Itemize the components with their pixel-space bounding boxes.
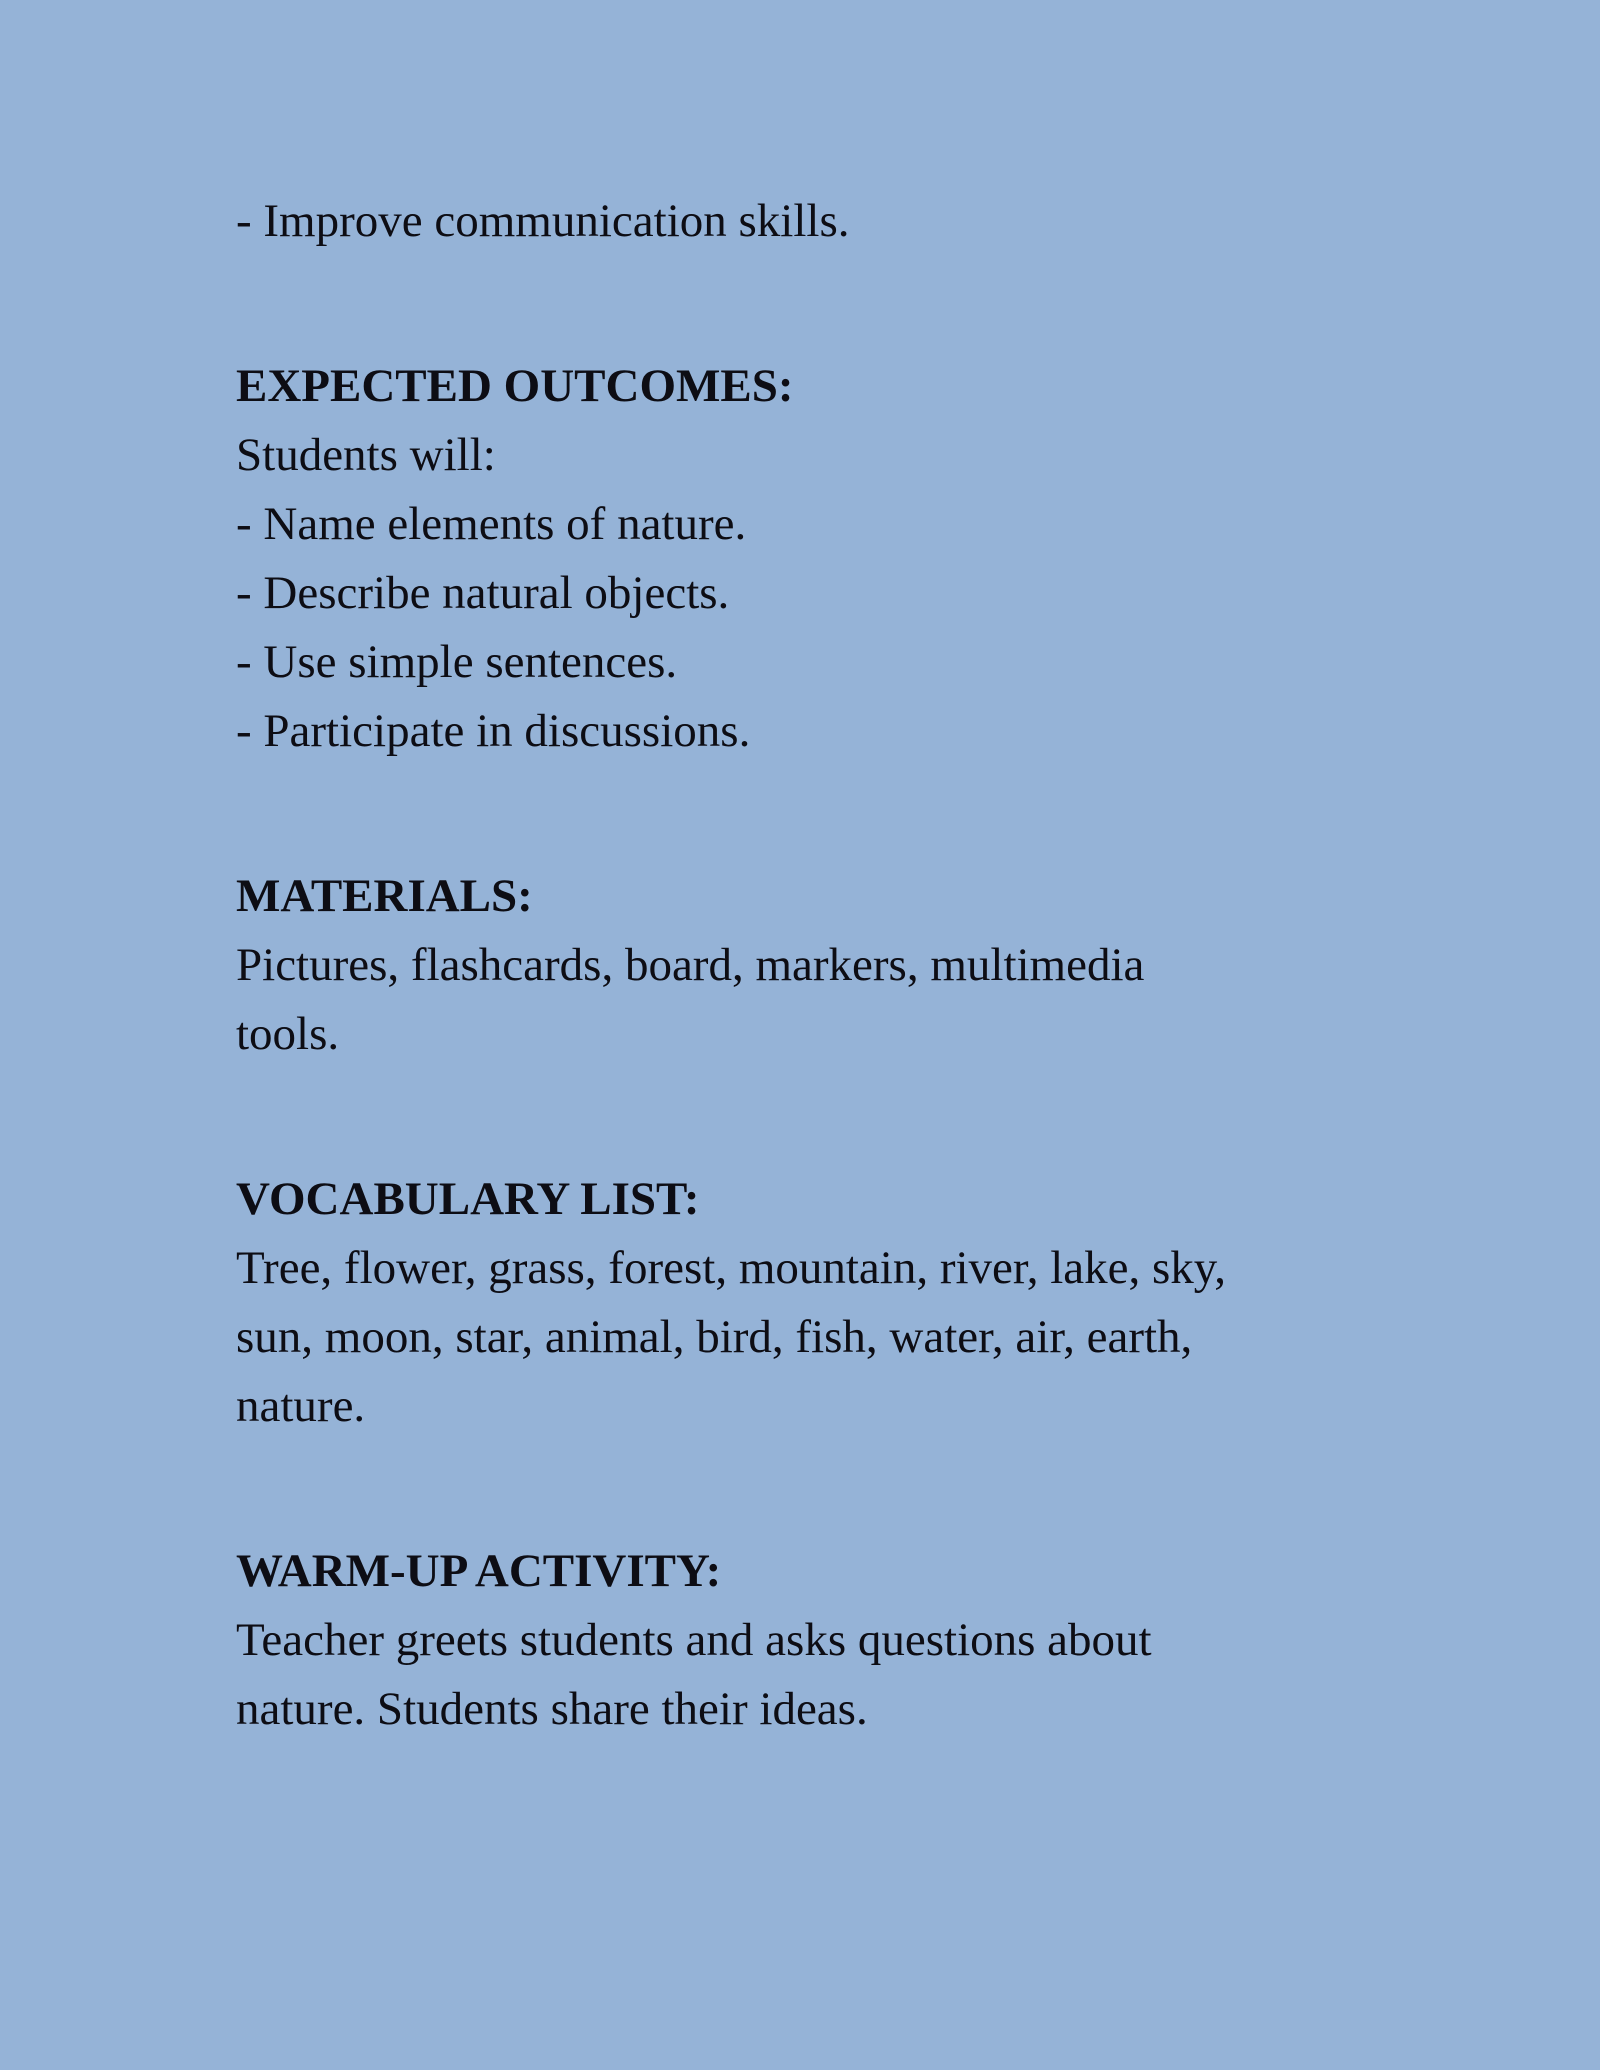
outcome-item: - Name elements of nature. xyxy=(236,498,747,550)
materials-section xyxy=(236,862,1450,1069)
materials-text-line: Pictures, flashcards, board, markers, multimedia xyxy=(236,939,1145,991)
vocabulary-section xyxy=(236,1165,1450,1441)
outcome-item: - Participate in discussions. xyxy=(236,705,751,757)
intro-line: - Improve communication skills. xyxy=(236,195,850,247)
warmup-text-line: Teacher greets students and asks questions about xyxy=(236,1614,1152,1666)
vocabulary-text-line: Tree, flower, grass, forest, mountain, river, lake, sky, xyxy=(236,1242,1226,1294)
outcome-item: - Describe natural objects. xyxy=(236,567,730,619)
warmup-section xyxy=(236,1537,1450,1744)
vocabulary-text-line: nature. xyxy=(236,1380,366,1432)
vocabulary-heading: VOCABULARY LIST: xyxy=(236,1173,700,1225)
vocabulary-text-line: sun, moon, star, animal, bird, fish, water, air, earth, xyxy=(236,1311,1193,1363)
outcomes-heading: EXPECTED OUTCOMES: xyxy=(236,360,794,412)
materials-text-line: tools. xyxy=(236,1008,340,1060)
outcomes-section xyxy=(236,352,1450,766)
outcome-item: - Use simple sentences. xyxy=(236,636,678,688)
materials-heading: MATERIALS: xyxy=(236,870,533,922)
warmup-text-line: nature. Students share their ideas. xyxy=(236,1683,868,1735)
warmup-heading: WARM-UP ACTIVITY: xyxy=(236,1545,722,1597)
outcomes-lead: Students will: xyxy=(236,429,496,481)
